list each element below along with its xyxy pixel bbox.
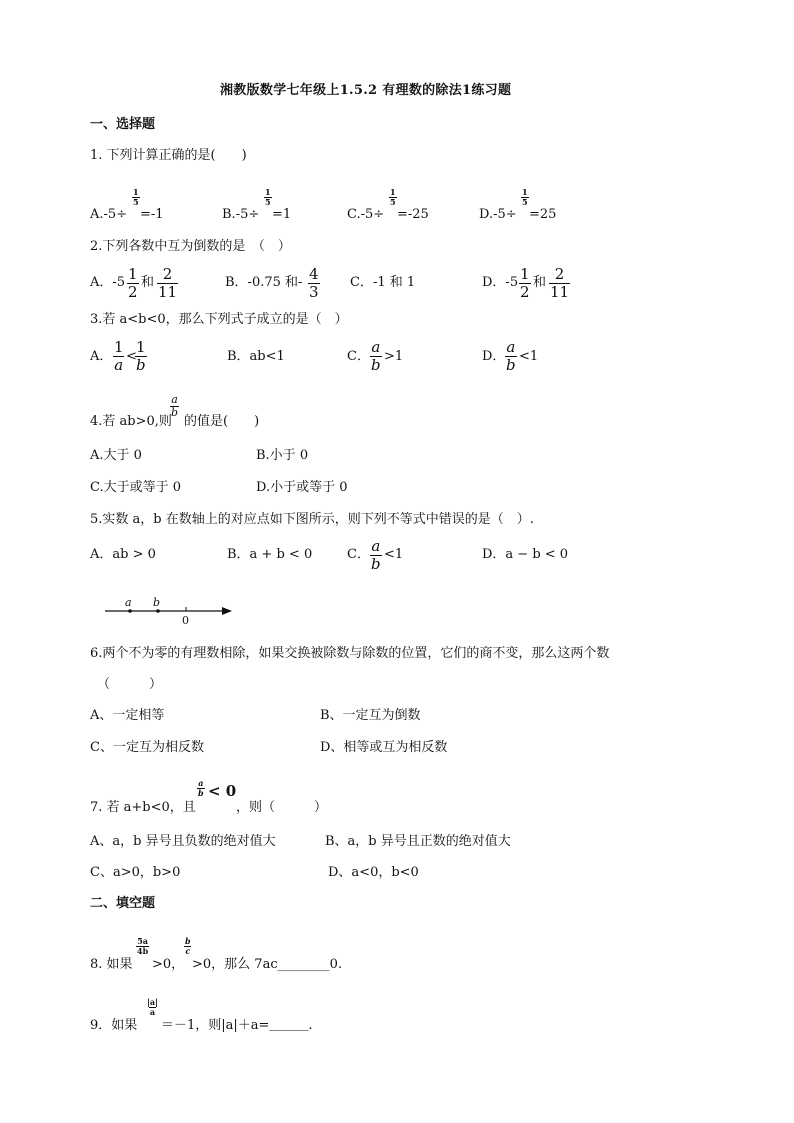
q3-a-frac2: [135, 339, 147, 374]
number-line-figure: [100, 596, 250, 636]
q7-frac: [197, 779, 205, 798]
q3-a-label: A．: [90, 349, 113, 364]
q8-post: >0，那么 7ac________0.: [192, 957, 343, 972]
zero-label: 0: [182, 614, 189, 627]
q2-a-frac1: [127, 266, 139, 301]
q4-frac: [170, 394, 179, 419]
q2-d-frac1: [519, 266, 531, 301]
frac-den: 2: [520, 283, 530, 301]
frac-num: 4: [309, 265, 319, 283]
q5-option-a: A．ab > 0: [90, 547, 156, 562]
frac-den: 5: [133, 197, 139, 207]
q7-option-d: D、a<0，b<0: [328, 865, 419, 880]
frac-num: 1: [114, 338, 124, 356]
q3-option-b: B．ab<1: [227, 349, 285, 364]
q2-d-frac2: [549, 266, 570, 301]
q1-b-fraction: [264, 188, 272, 207]
q1-d-fraction: [521, 188, 529, 207]
frac-den: 11: [550, 283, 570, 301]
frac-den: a: [149, 1007, 156, 1017]
q4-option-b: B.小于 0: [256, 448, 309, 463]
q3-d-frac: [505, 339, 517, 374]
frac-den: c: [185, 946, 191, 956]
q6-stem: 6.两个不为零的有理数相除，如果交换被除数与除数的位置，它们的商不变，那么这两个数: [90, 646, 610, 661]
frac-num: a: [171, 393, 178, 406]
q8-frac1: [136, 937, 149, 956]
frac-den: 5: [265, 197, 271, 207]
q3-stem: 3.若 a<b<0，那么下列式子成立的是（ ）: [90, 312, 348, 327]
q1-c-post: =-25: [397, 207, 429, 222]
page-title: 湘教版数学七年级上1.5.2 有理数的除法1练习题: [220, 83, 512, 98]
point-b-label: b: [153, 596, 161, 609]
frac-den: b: [171, 406, 179, 419]
q3-c-label: C．: [347, 349, 370, 364]
q8-frac2: [184, 937, 192, 956]
frac-num: 1: [133, 187, 139, 197]
q3-a-frac1: [113, 339, 125, 374]
q7-pre: 7. 若 a+b<0，且: [90, 800, 196, 815]
q6-option-b: B、一定互为倒数: [320, 708, 421, 723]
frac-den: b: [198, 788, 204, 798]
q9-post: ＝－1，则|a|＋a=＿＿＿.: [161, 1018, 313, 1033]
q7-option-b: B、a，b 异号且正数的绝对值大: [325, 834, 511, 849]
q5-c-label: C．: [347, 547, 370, 562]
q6-option-a: A、一定相等: [90, 708, 165, 723]
frac-num: 2: [554, 265, 565, 283]
frac-den: 5: [522, 197, 528, 207]
arrow-head-icon: [222, 607, 232, 615]
q5-c-frac: [370, 538, 382, 573]
q2-b-frac: [308, 266, 320, 301]
q2-option-c: C．-1 和 1: [350, 275, 416, 290]
q2-stem: 2.下列各数中互为倒数的是 （ ）: [90, 239, 291, 254]
frac-num: a: [198, 778, 204, 788]
q5-option-b: B．a + b < 0: [227, 547, 313, 562]
q3-d-label: D．: [482, 349, 506, 364]
frac-den: 11: [158, 283, 178, 301]
frac-num: 5a: [137, 936, 148, 946]
q5-stem: 5.实数 a，b 在数轴上的对应点如下图所示，则下列不等式中错误的是（ ）.: [90, 512, 534, 527]
frac-den: b: [371, 555, 381, 573]
q2-a-label: A．-5: [90, 275, 126, 290]
frac-den: b: [136, 356, 146, 374]
frac-den: 5: [390, 197, 396, 207]
q2-a-mid: 和: [141, 275, 155, 290]
q1-stem: 1. 下列计算正确的是( ): [90, 148, 247, 163]
q2-d-mid: 和: [533, 275, 547, 290]
q7-post: ，则（ ）: [236, 800, 328, 815]
q4-option-c: C.大于或等于 0: [90, 480, 182, 495]
section-fill-heading: 二、填空题: [90, 896, 156, 911]
frac-num: a: [506, 338, 516, 356]
q2-b-label: B．-0.75 和-: [225, 275, 303, 290]
frac-num: 1: [265, 187, 271, 197]
point-a-label: a: [125, 596, 132, 609]
frac-den: a: [114, 356, 124, 374]
q3-d-post: <1: [519, 349, 539, 364]
q1-a-pre: A.-5÷: [90, 207, 128, 222]
q5-c-post: <1: [384, 547, 404, 562]
q1-b-post: =1: [272, 207, 292, 222]
q2-a-frac2: [157, 266, 178, 301]
q8-pre: 8. 如果: [90, 957, 133, 972]
q9-frac: [146, 998, 159, 1017]
q9-pre: 9．如果: [90, 1018, 138, 1033]
frac-num: b: [185, 936, 191, 946]
q4-pre: 4.若 ab>0,则: [90, 414, 172, 429]
q2-d-label: D．-5: [482, 275, 519, 290]
frac-den: 4b: [137, 946, 149, 956]
frac-num: |a|: [147, 997, 159, 1007]
q6-option-c: C、一定互为相反数: [90, 740, 204, 755]
frac-den: b: [371, 356, 381, 374]
q4-option-d: D.小于或等于 0: [256, 480, 348, 495]
q1-a-post: =-1: [140, 207, 164, 222]
frac-num: 1: [522, 187, 528, 197]
q7-ineq: < 0: [208, 782, 237, 800]
q7-option-a: A、a，b 异号且负数的绝对值大: [90, 834, 276, 849]
section-choice-heading: 一、选择题: [90, 117, 156, 132]
q3-c-post: >1: [384, 349, 404, 364]
q5-option-d: D．a − b < 0: [482, 547, 569, 562]
frac-num: a: [371, 338, 381, 356]
q7-option-c: C、a>0，b>0: [90, 865, 181, 880]
frac-den: 3: [309, 283, 319, 301]
frac-den: 2: [128, 283, 138, 301]
q3-a-op: <: [126, 349, 137, 364]
q6-option-d: D、相等或互为相反数: [320, 740, 448, 755]
q4-post: 的值是( ): [184, 414, 260, 429]
frac-num: 2: [162, 265, 173, 283]
q3-c-frac: [370, 339, 382, 374]
q6-paren: （ ）: [97, 677, 163, 692]
frac-num: a: [371, 537, 381, 555]
q1-a-fraction: [132, 188, 140, 207]
q1-b-pre: B.-5÷: [222, 207, 260, 222]
q1-c-fraction: [389, 188, 397, 207]
frac-den: b: [506, 356, 516, 374]
q1-d-pre: D.-5÷: [479, 207, 517, 222]
q8-mid: >0，: [152, 957, 185, 972]
q4-option-a: A.大于 0: [90, 448, 142, 463]
frac-num: 1: [128, 265, 138, 283]
frac-num: 1: [136, 338, 146, 356]
q1-c-pre: C.-5÷: [347, 207, 385, 222]
frac-num: 1: [390, 187, 396, 197]
frac-num: 1: [520, 265, 530, 283]
q1-d-post: =25: [529, 207, 557, 222]
